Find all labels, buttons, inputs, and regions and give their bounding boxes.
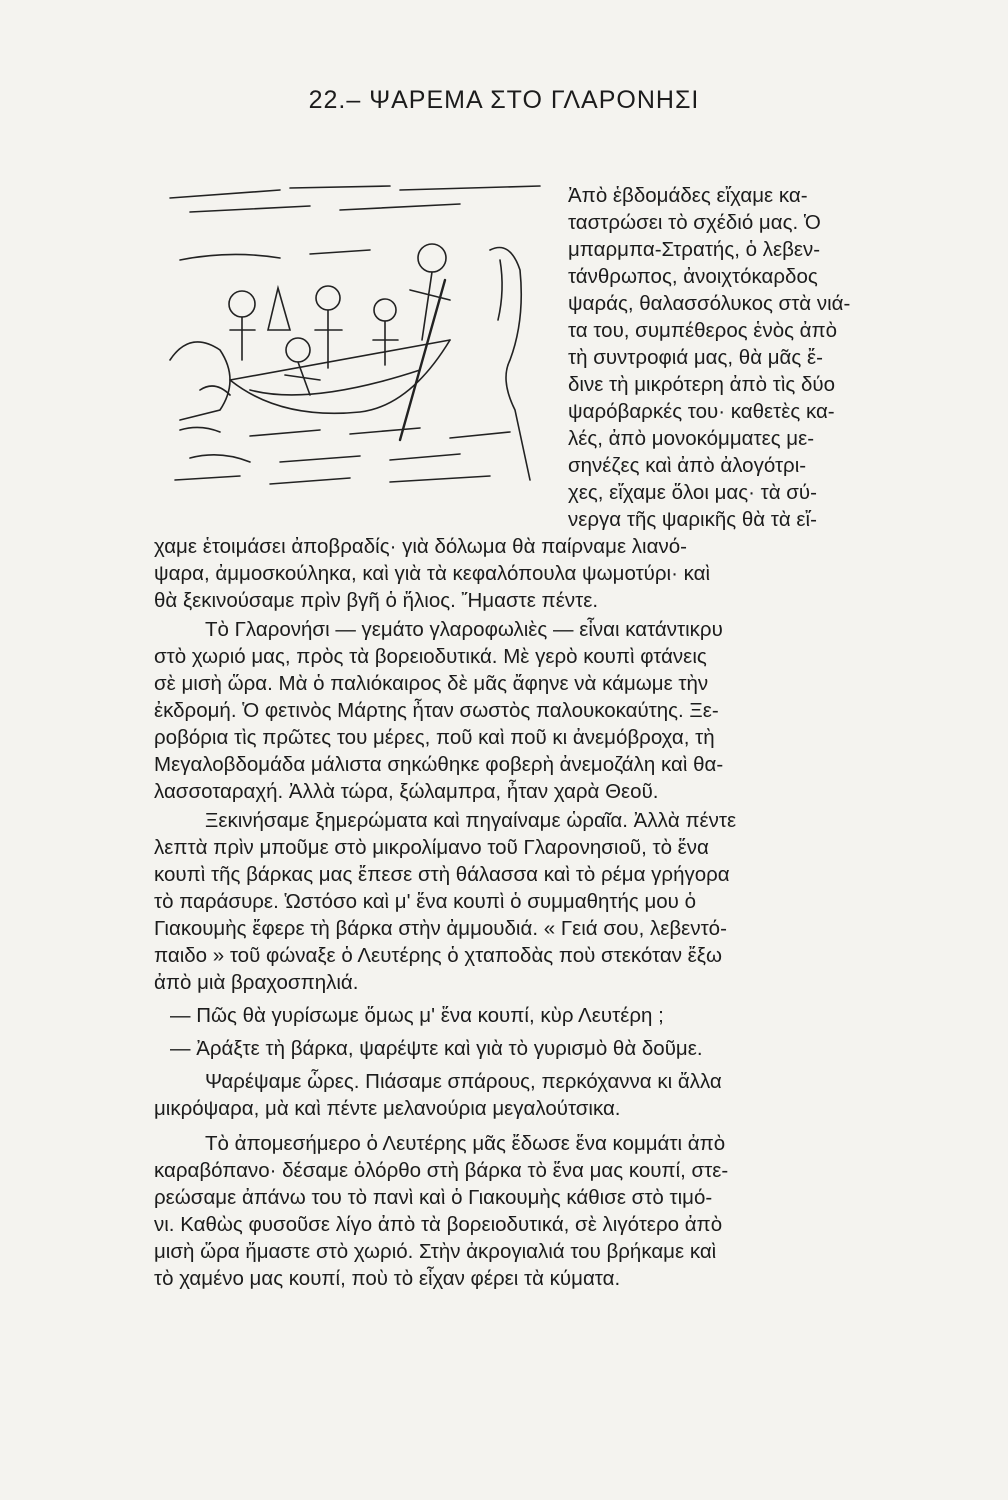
text-line: νεργα τῆς ψαρικῆς θὰ τὰ εἴ- [568,508,817,531]
text-line: Μεγαλοβδομάδα μάλιστα σηκώθηκε φοβερὴ ἀνεμοζάλη καὶ θα- [154,753,724,776]
text-line: ἐκδρομή. Ὁ φετινὸς Μάρτης ἦταν σωστὸς παλουκοκαύτης. Ξε- [154,699,719,722]
text-line: Ψαρέψαμε ὧρες. Πιάσαμε σπάρους, περκόχαννα κι ἄλλα [205,1070,722,1093]
text-line: Ἀπὸ ἑβδομάδες εἴχαμε κα- [568,184,808,207]
text-line: λεπτὰ πρὶν μποῦμε στὸ μικρολίμανο τοῦ Γλαρονησιοῦ, τὸ ἕνα [154,836,709,859]
text-line: σὲ μισὴ ὥρα. Μὰ ὁ παλιόκαιρος δὲ μᾶς ἄφηνε νὰ κάμωμε τὴν [154,672,709,695]
page-title: 22.– ΨΑΡΕΜΑ ΣΤΟ ΓΛΑΡΟΝΗΣΙ [308,86,700,114]
text-line: χαμε ἑτοιμάσει ἀποβραδίς· γιὰ δόλωμα θὰ παίρναμε λιανό- [154,535,687,558]
text-line: ροβόρια τὶς πρῶτες του μέρες, ποῦ καὶ ποῦ κι ἀνεμόβροχα, τὴ [154,726,715,749]
text-line: σηνέζες καὶ ἀπὸ ἀλογότρι- [568,454,807,477]
text-line: ψαρα, ἀμμοσκούληκα, καὶ γιὰ τὰ κεφαλόπουλα ψωμοτύρι· καὶ [154,562,711,585]
text-line: ρεώσαμε ἀπάνω του τὸ πανὶ καὶ ὁ Γιακουμὴς κάθισε στὸ τιμό- [154,1186,713,1209]
text-line: ψαρόβαρκές του· καθετὲς κα- [568,400,835,423]
text-line: Γιακουμὴς ἔφερε τὴ βάρκα στὴν ἀμμουδιά. « Γειά σου, λεβεντό- [154,917,727,940]
text-line: δινε τὴ μικρότερη ἀπὸ τὶς δύο [568,373,835,396]
text-line: μικρόψαρα, μὰ καὶ πέντε μελανούρια μεγαλούτσικα. [154,1097,621,1120]
text-line: ταστρώσει τὸ σχέδιό μας. Ὁ [568,211,821,234]
text-line: παιδο » τοῦ φώναξε ὁ Λευτέρης ὁ χταποδὰς ποὺ στεκόταν ἔξω [154,944,722,967]
text-line: Ξεκινήσαμε ξημερώματα καὶ πηγαίναμε ὡραῖα. Ἀλλὰ πέντε [205,809,737,832]
text-line: στὸ χωριό μας, πρὸς τὰ βορειοδυτικά. Μὲ γερὸ κουπὶ φτάνεις [154,645,707,668]
text-line: τὸ χαμένο μας κουπί, ποὺ τὸ εἶχαν φέρει τὰ κύματα. [154,1267,621,1290]
text-line: μισὴ ὥρα ἤμαστε στὸ χωριό. Στὴν ἀκρογιαλιά του βρήκαμε καὶ [154,1240,717,1263]
text-line: τὴ συντροφιά μας, θὰ μᾶς ἔ- [568,346,823,369]
text-line: λές, ἀπὸ μονοκόμματες με- [568,427,815,450]
text-line: λασσοταραχή. Ἀλλὰ τώρα, ξώλαμπρα, ἦταν χαρὰ Θεοῦ. [154,780,659,803]
text-line: μπαρμπα-Στρατής, ὁ λεβεν- [568,238,821,261]
text-line: ἀπὸ μιὰ βραχοσπηλιά. [154,971,359,994]
text-line: τάνθρωπος, ἀνοιχτόκαρδος [568,265,818,288]
text-line: Τὸ Γλαρονήσι — γεμάτο γλαροφωλιὲς — εἶναι κατάντικρυ [205,618,723,641]
illustration-boat [160,180,560,500]
text-line: καραβόπανο· δέσαμε ὀλόρθο στὴ βάρκα τὸ ἕνα μας κουπί, στε- [154,1159,729,1182]
text-line: θὰ ξεκινούσαμε πρὶν βγῆ ὁ ἥλιος. Ἤμαστε πέντε. [154,589,599,612]
dialogue-line: — Πῶς θὰ γυρίσωμε ὅμως μ' ἕνα κουπί, κὺρ Λευτέρη ; [170,1004,664,1027]
text-line: ψαράς, θαλασσόλυκος στὰ νιά- [568,292,851,315]
text-line: χες, εἴχαμε ὅλοι μας· τὰ σύ- [568,481,817,504]
text-line: τα του, συμπέθερος ἑνὸς ἀπὸ [568,319,838,342]
text-line: τὸ παράσυρε. Ὡστόσο καὶ μ' ἕνα κουπὶ ὁ συμμαθητής μου ὁ [154,890,696,913]
text-line: Τὸ ἀπομεσήμερο ὁ Λευτέρης μᾶς ἔδωσε ἕνα κομμάτι ἀπὸ [205,1132,726,1155]
text-line: κουπὶ τῆς βάρκας μας ἔπεσε στὴ θάλασσα καὶ τὸ ρέμα γρήγορα [154,863,730,886]
text-line: νι. Καθὼς φυσοῦσε λίγο ἀπὸ τὰ βορειοδυτικά, σὲ λιγότερο ἀπὸ [154,1213,723,1236]
dialogue-line: — Ἀράξτε τὴ βάρκα, ψαρέψτε καὶ γιὰ τὸ γυρισμὸ θὰ δοῦμε. [170,1037,703,1060]
